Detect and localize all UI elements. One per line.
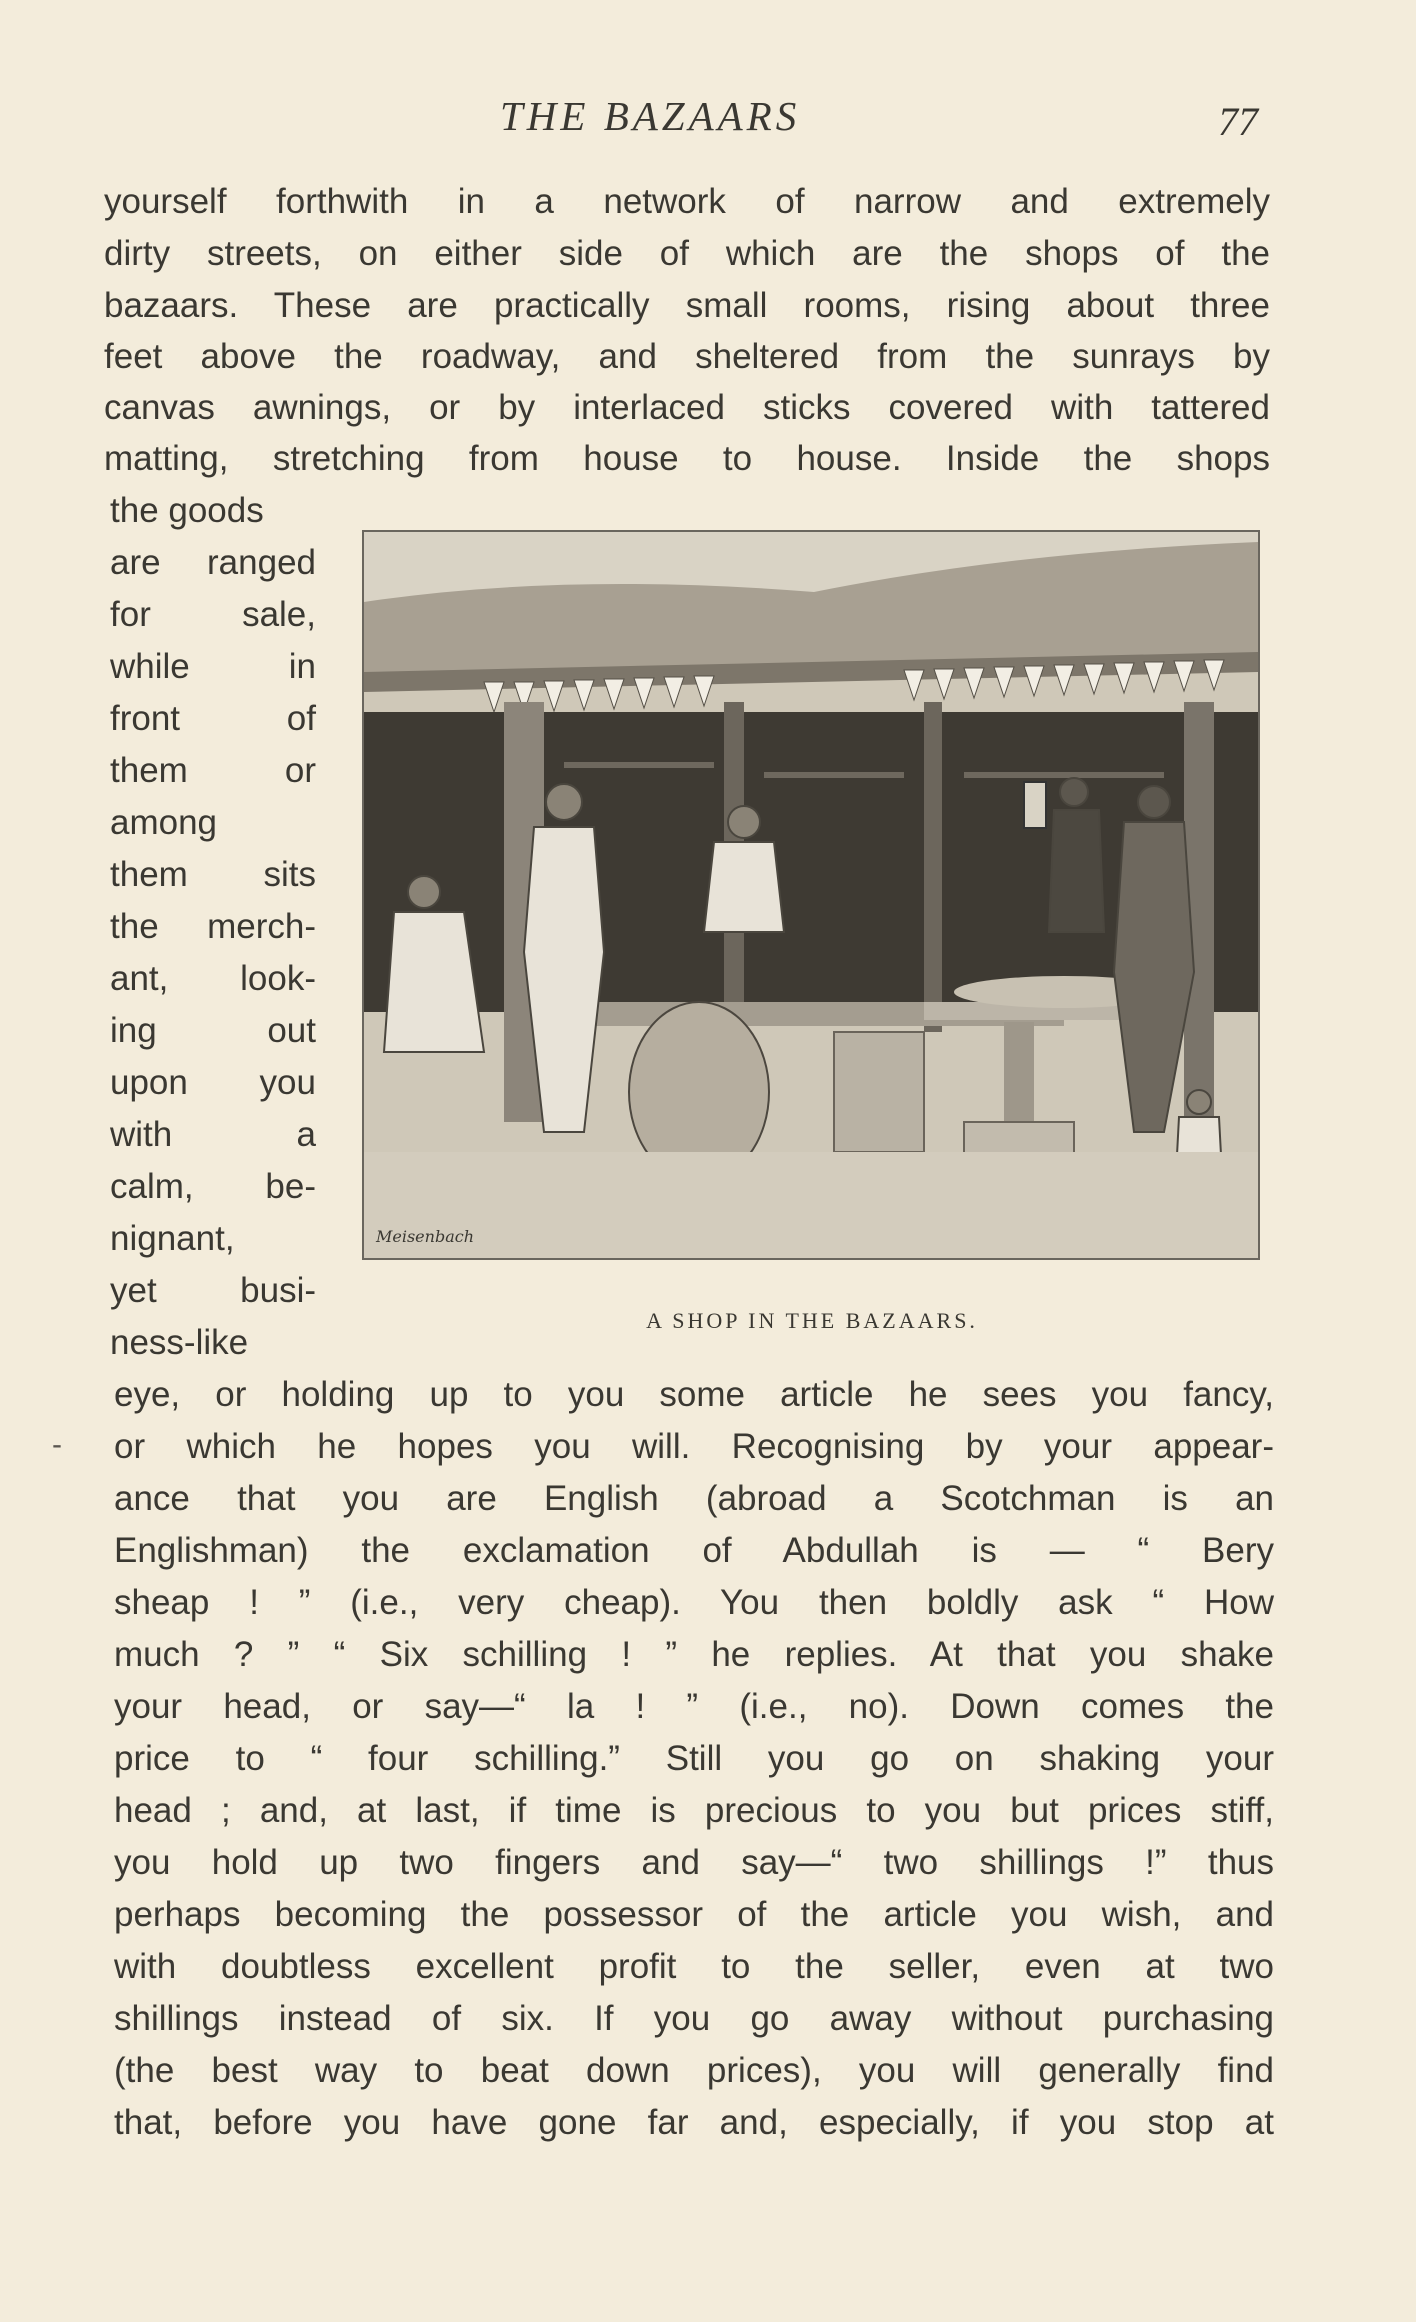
- body-line-narrow: them sits: [110, 855, 316, 894]
- engraver-signature: Meisenbach: [376, 1227, 474, 1246]
- body-line-narrow: upon you: [110, 1063, 316, 1102]
- body-line-narrow: ing out: [110, 1011, 316, 1050]
- body-line-narrow: the goods: [110, 491, 264, 530]
- body-line-narrow: are ranged: [110, 543, 316, 582]
- body-line: canvas awnings, or by interlaced sticks covered with tattered: [104, 388, 1270, 427]
- body-line: feet above the roadway, and sheltered from the sunrays by: [104, 337, 1270, 376]
- body-line: eye, or holding up to you some article he sees you fancy,: [114, 1375, 1274, 1414]
- body-line: price to “ four schilling.” Still you go on shaking your: [114, 1739, 1274, 1778]
- running-title: THE BAZAARS: [500, 93, 801, 139]
- body-line-narrow: yet busi-: [110, 1271, 316, 1310]
- body-line: dirty streets, on either side of which are the shops of the: [104, 234, 1270, 273]
- body-line-narrow: ant, look-: [110, 959, 316, 998]
- body-line-narrow: them or: [110, 751, 316, 790]
- body-line: ance that you are English (abroad a Scotchman is an: [114, 1479, 1274, 1518]
- body-line: matting, stretching from house to house. Inside the shops: [104, 439, 1270, 478]
- body-line: much ? ” “ Six schilling ! ” he replies. At that you shake: [114, 1635, 1274, 1674]
- body-line-narrow: while in: [110, 647, 316, 686]
- body-line: shillings instead of six. If you go away without purchasing: [114, 1999, 1274, 2038]
- body-line-narrow: the merch-: [110, 907, 316, 946]
- body-line: or which he hopes you will. Recognising by your appear-: [114, 1427, 1274, 1466]
- body-line-narrow: for sale,: [110, 595, 316, 634]
- body-line-narrow: front of: [110, 699, 316, 738]
- margin-mark: -: [52, 1428, 62, 1461]
- body-line: with doubtless excellent profit to the seller, even at two: [114, 1947, 1274, 1986]
- body-line-narrow: calm, be-: [110, 1167, 316, 1206]
- running-head: [0, 92, 1416, 142]
- body-line: you hold up two fingers and say—“ two shillings !” thus: [114, 1843, 1274, 1882]
- body-line: sheap ! ” (i.e., very cheap). You then boldly ask “ How: [114, 1583, 1274, 1622]
- photo: [362, 530, 1260, 1260]
- body-line-narrow: nignant,: [110, 1219, 235, 1258]
- page-number: 77: [1218, 99, 1258, 144]
- body-line: your head, or say—“ la ! ” (i.e., no). Down comes the: [114, 1687, 1274, 1726]
- body-line: (the best way to beat down prices), you will generally find: [114, 2051, 1274, 2090]
- body-line: yourself forthwith in a network of narrow and extremely: [104, 182, 1270, 221]
- figure-shop-photo: [362, 530, 1262, 1262]
- photo-illustration: [364, 532, 1258, 1258]
- body-line-narrow: with a: [110, 1115, 316, 1154]
- body-line: head ; and, at last, if time is precious to you but prices stiff,: [114, 1791, 1274, 1830]
- body-line: bazaars. These are practically small rooms, rising about three: [104, 286, 1270, 325]
- body-line-narrow: ness-like: [110, 1323, 249, 1362]
- body-line: that, before you have gone far and, especially, if you stop at: [114, 2103, 1274, 2142]
- figure-caption: A SHOP IN THE BAZAARS.: [646, 1308, 978, 1333]
- body-line: Englishman) the exclamation of Abdullah is — “ Bery: [114, 1531, 1274, 1570]
- body-line-narrow: among: [110, 803, 218, 842]
- body-line: perhaps becoming the possessor of the article you wish, and: [114, 1895, 1274, 1934]
